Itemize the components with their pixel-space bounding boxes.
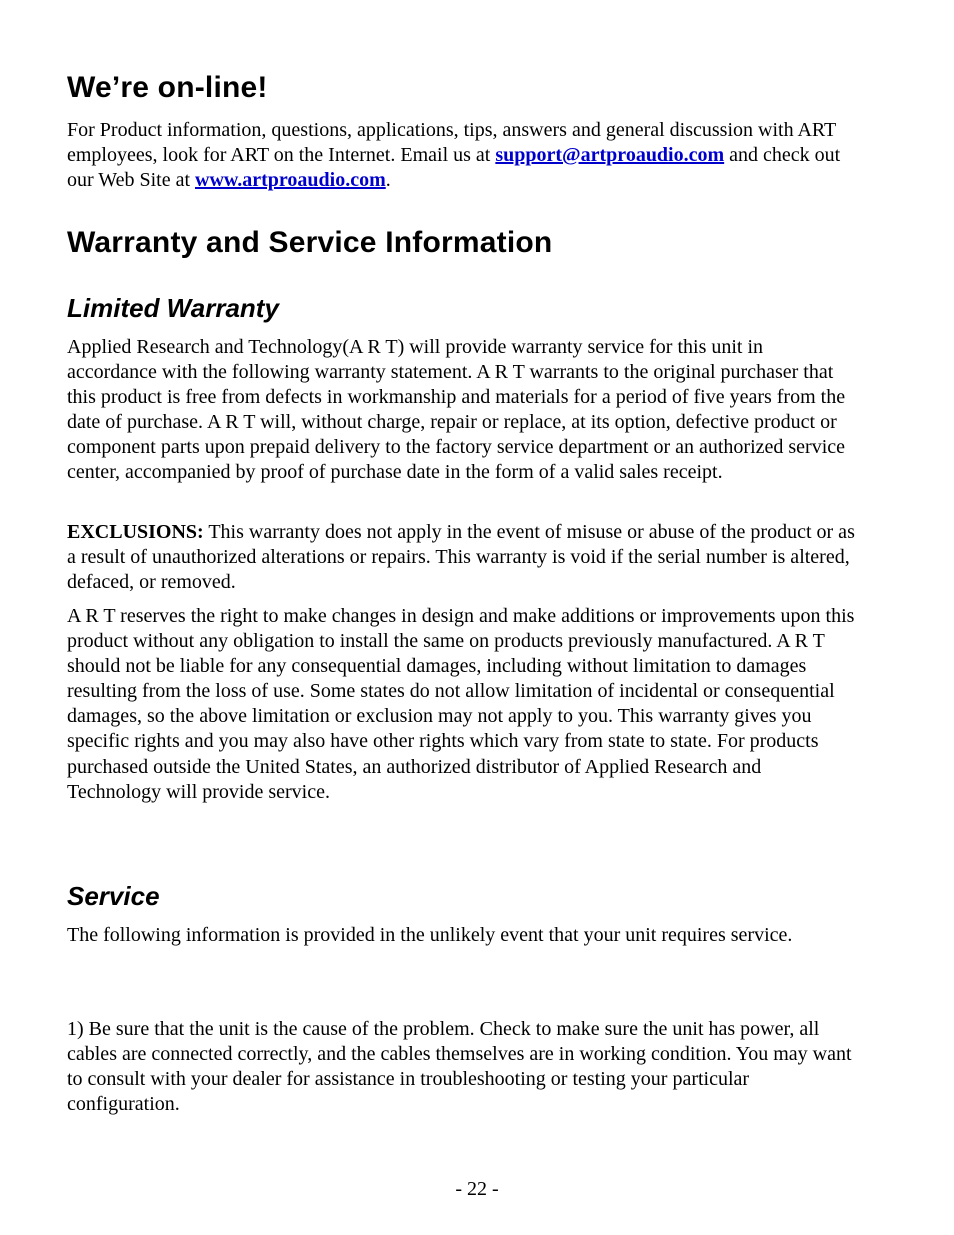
warranty-service-heading: Warranty and Service Information: [67, 226, 553, 259]
support-email-link[interactable]: support@artproaudio.com: [495, 144, 725, 167]
online-heading: We’re on-line!: [67, 71, 268, 104]
online-text-between: and check out our Web Site at: [67, 144, 841, 192]
service-intro: The following information is provided in the unlikely event that your unit requires service.: [67, 924, 793, 946]
website-link[interactable]: www.artproaudio.com: [195, 169, 386, 192]
page-number: - 22 -: [455, 1178, 499, 1200]
online-text-after: .: [385, 169, 391, 192]
warranty-paragraph: Applied Research and Technology(A R T) will provide warranty service for this unit in accordance with the following warranty statement. A R T warrants to the original purchaser that this product is free from defects in workmanship and materials for a period of five years from the date of purchase. A R T will, without charge, repair or replace, at its option, defective product or component parts upon prepaid delivery to the factory service department or an authorized service center, accompanied by proof of purchase date in the form of a valid sales receipt.: [67, 336, 846, 484]
exclusions-paragraph: [67, 520, 857, 595]
limited-warranty-heading: Limited Warranty: [67, 293, 279, 323]
online-paragraph: [67, 118, 857, 193]
rights-paragraph: A R T reserves the right to make changes in design and make additions or improvements upon this product without any obligation to install the same on products previously manufactured. A R T should not be liable for any consequential damages, including without limitation to damages resulting from the loss of use. Some states do not allow limitation of incidental or consequential damages, so the above limitation or exclusion may not apply to you. This warranty gives you specific rights and you may also have other rights which vary from state to state. For products purchased outside the United States, an authorized distributor of Applied Research and Technology will provide service.: [67, 605, 855, 803]
service-step-1: 1) Be sure that the unit is the cause of the problem. Check to make sure the unit has power, all cables are connected correctly, and the cables themselves are in working condition. You may want to consult with your dealer for assistance in troubleshooting or testing your particular configuration.: [67, 1018, 852, 1116]
exclusions-text: This warranty does not apply in the event of misuse or abuse of the product or as a result of unauthorized alterations or repairs. This warranty is void if the serial number is altered, defaced, or removed.: [67, 521, 855, 594]
service-heading: Service: [67, 881, 160, 911]
online-text-before: For Product information, questions, applications, tips, answers and general discussion with ART employees, look for ART on the Internet. Email us at: [67, 119, 836, 167]
exclusions-label: EXCLUSIONS:: [67, 521, 204, 543]
